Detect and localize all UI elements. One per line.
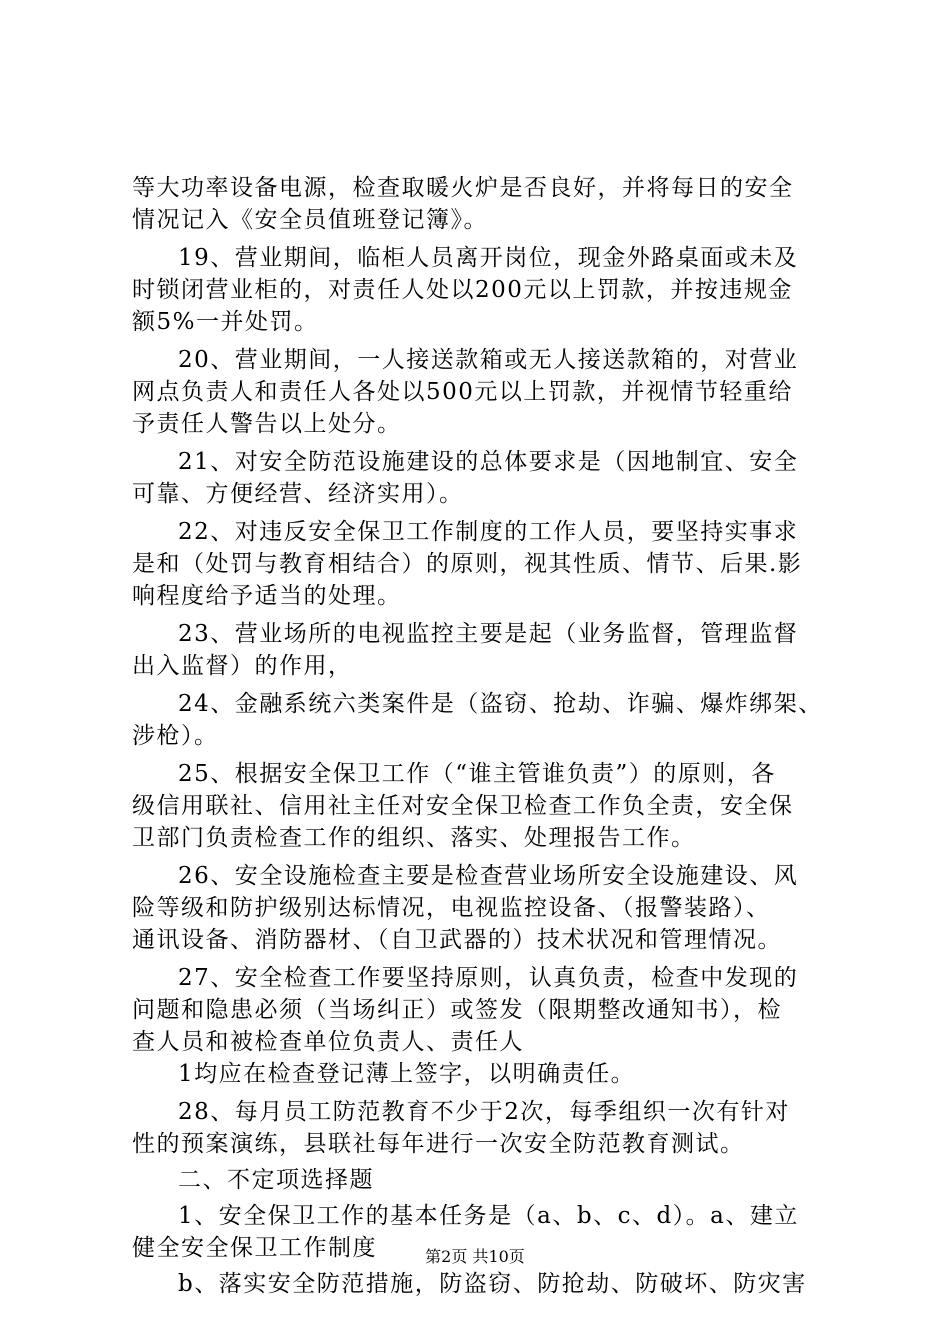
text-line: 是和（处罚与教育相结合）的原则，视其性质、情节、后果.影 <box>132 551 803 577</box>
text-line: 健全安全保卫工作制度 <box>132 1235 377 1261</box>
text-line: 26、安全设施检查主要是检查营业场所安全设施建设、风 <box>178 863 799 889</box>
text-line: 涉枪）。 <box>132 723 219 749</box>
text-line: 额5%一并处罚。 <box>132 309 319 335</box>
text-line: 21、对安全防范设施建设的总体要求是（因地制宜、安全 <box>178 449 799 475</box>
text-line: 性的预案演练，县联社每年进行一次安全防范教育测试。 <box>132 1131 745 1157</box>
text-line: 24、金融系统六类案件是（盗窃、抢劫、诈骗、爆炸绑架、 <box>178 691 823 717</box>
text-line: 22、对违反安全保卫工作制度的工作人员，要坚持实事求 <box>178 519 799 545</box>
text-line: 二、不定项选择题 <box>178 1167 374 1193</box>
text-line: 20、营业期间，一人接送款箱或无人接送款箱的，对营业 <box>178 347 799 373</box>
text-line: 响程度给予适当的处理。 <box>132 583 402 609</box>
text-line: 28、每月员工防范教育不少于2次，每季组织一次有针对 <box>178 1099 790 1125</box>
page-number: 第2页 共10页 <box>425 1247 525 1266</box>
text-line: 25、根据安全保卫工作（“谁主管谁负责”）的原则，各 <box>178 761 776 787</box>
text-line: 级信用联社、信用社主任对安全保卫检查工作负全责，安全保 <box>132 793 794 819</box>
text-line: 查人员和被检查单位负责人、责任人 <box>132 1029 524 1055</box>
text-line: 23、营业场所的电视监控主要是起（业务监督，管理监督 <box>178 621 799 647</box>
text-line: 可靠、方便经营、经济实用）。 <box>132 481 464 507</box>
text-line: 等大功率设备电源，检查取暖火炉是否良好，并将每日的安全 <box>132 175 794 201</box>
text-line: 19、营业期间，临柜人员离开岗位，现金外路桌面或未及 <box>178 245 799 271</box>
page-footer <box>0 1244 950 1267</box>
text-line: 险等级和防护级别达标情况，电视监控设备、（报警装路）、 <box>132 895 771 921</box>
text-line: 1均应在检查登记薄上签字，以明确责任。 <box>178 1061 636 1087</box>
text-line: 问题和隐患必须（当场纠正）或签发（限期整改通知书），检 <box>132 997 782 1023</box>
text-line: b、落实安全防范措施，防盗窃、防抢劫、防破坏、防灾害 <box>178 1271 807 1297</box>
text-line: 网点负责人和责任人各处以500元以上罚款，并视情节轻重给 <box>132 379 793 405</box>
text-line: 情况记入《安全员值班登记簿》。 <box>132 207 488 233</box>
text-line: 卫部门负责检查工作的组织、落实、处理报告工作。 <box>132 825 696 851</box>
text-line: 通讯设备、消防器材、（自卫武器的）技术状况和管理情况。 <box>132 927 782 953</box>
text-line: 时锁闭营业柜的，对责任人处以200元以上罚款，并按违规金 <box>132 277 793 303</box>
text-line: 出入监督）的作用， <box>132 653 353 679</box>
text-line: 予责任人警告以上处分。 <box>132 411 402 437</box>
text-line: 27、安全检查工作要坚持原则，认真负责，检查中发现的 <box>178 965 799 991</box>
text-line: 1、安全保卫工作的基本任务是（a、b、c、d）。a、建立 <box>178 1203 799 1229</box>
